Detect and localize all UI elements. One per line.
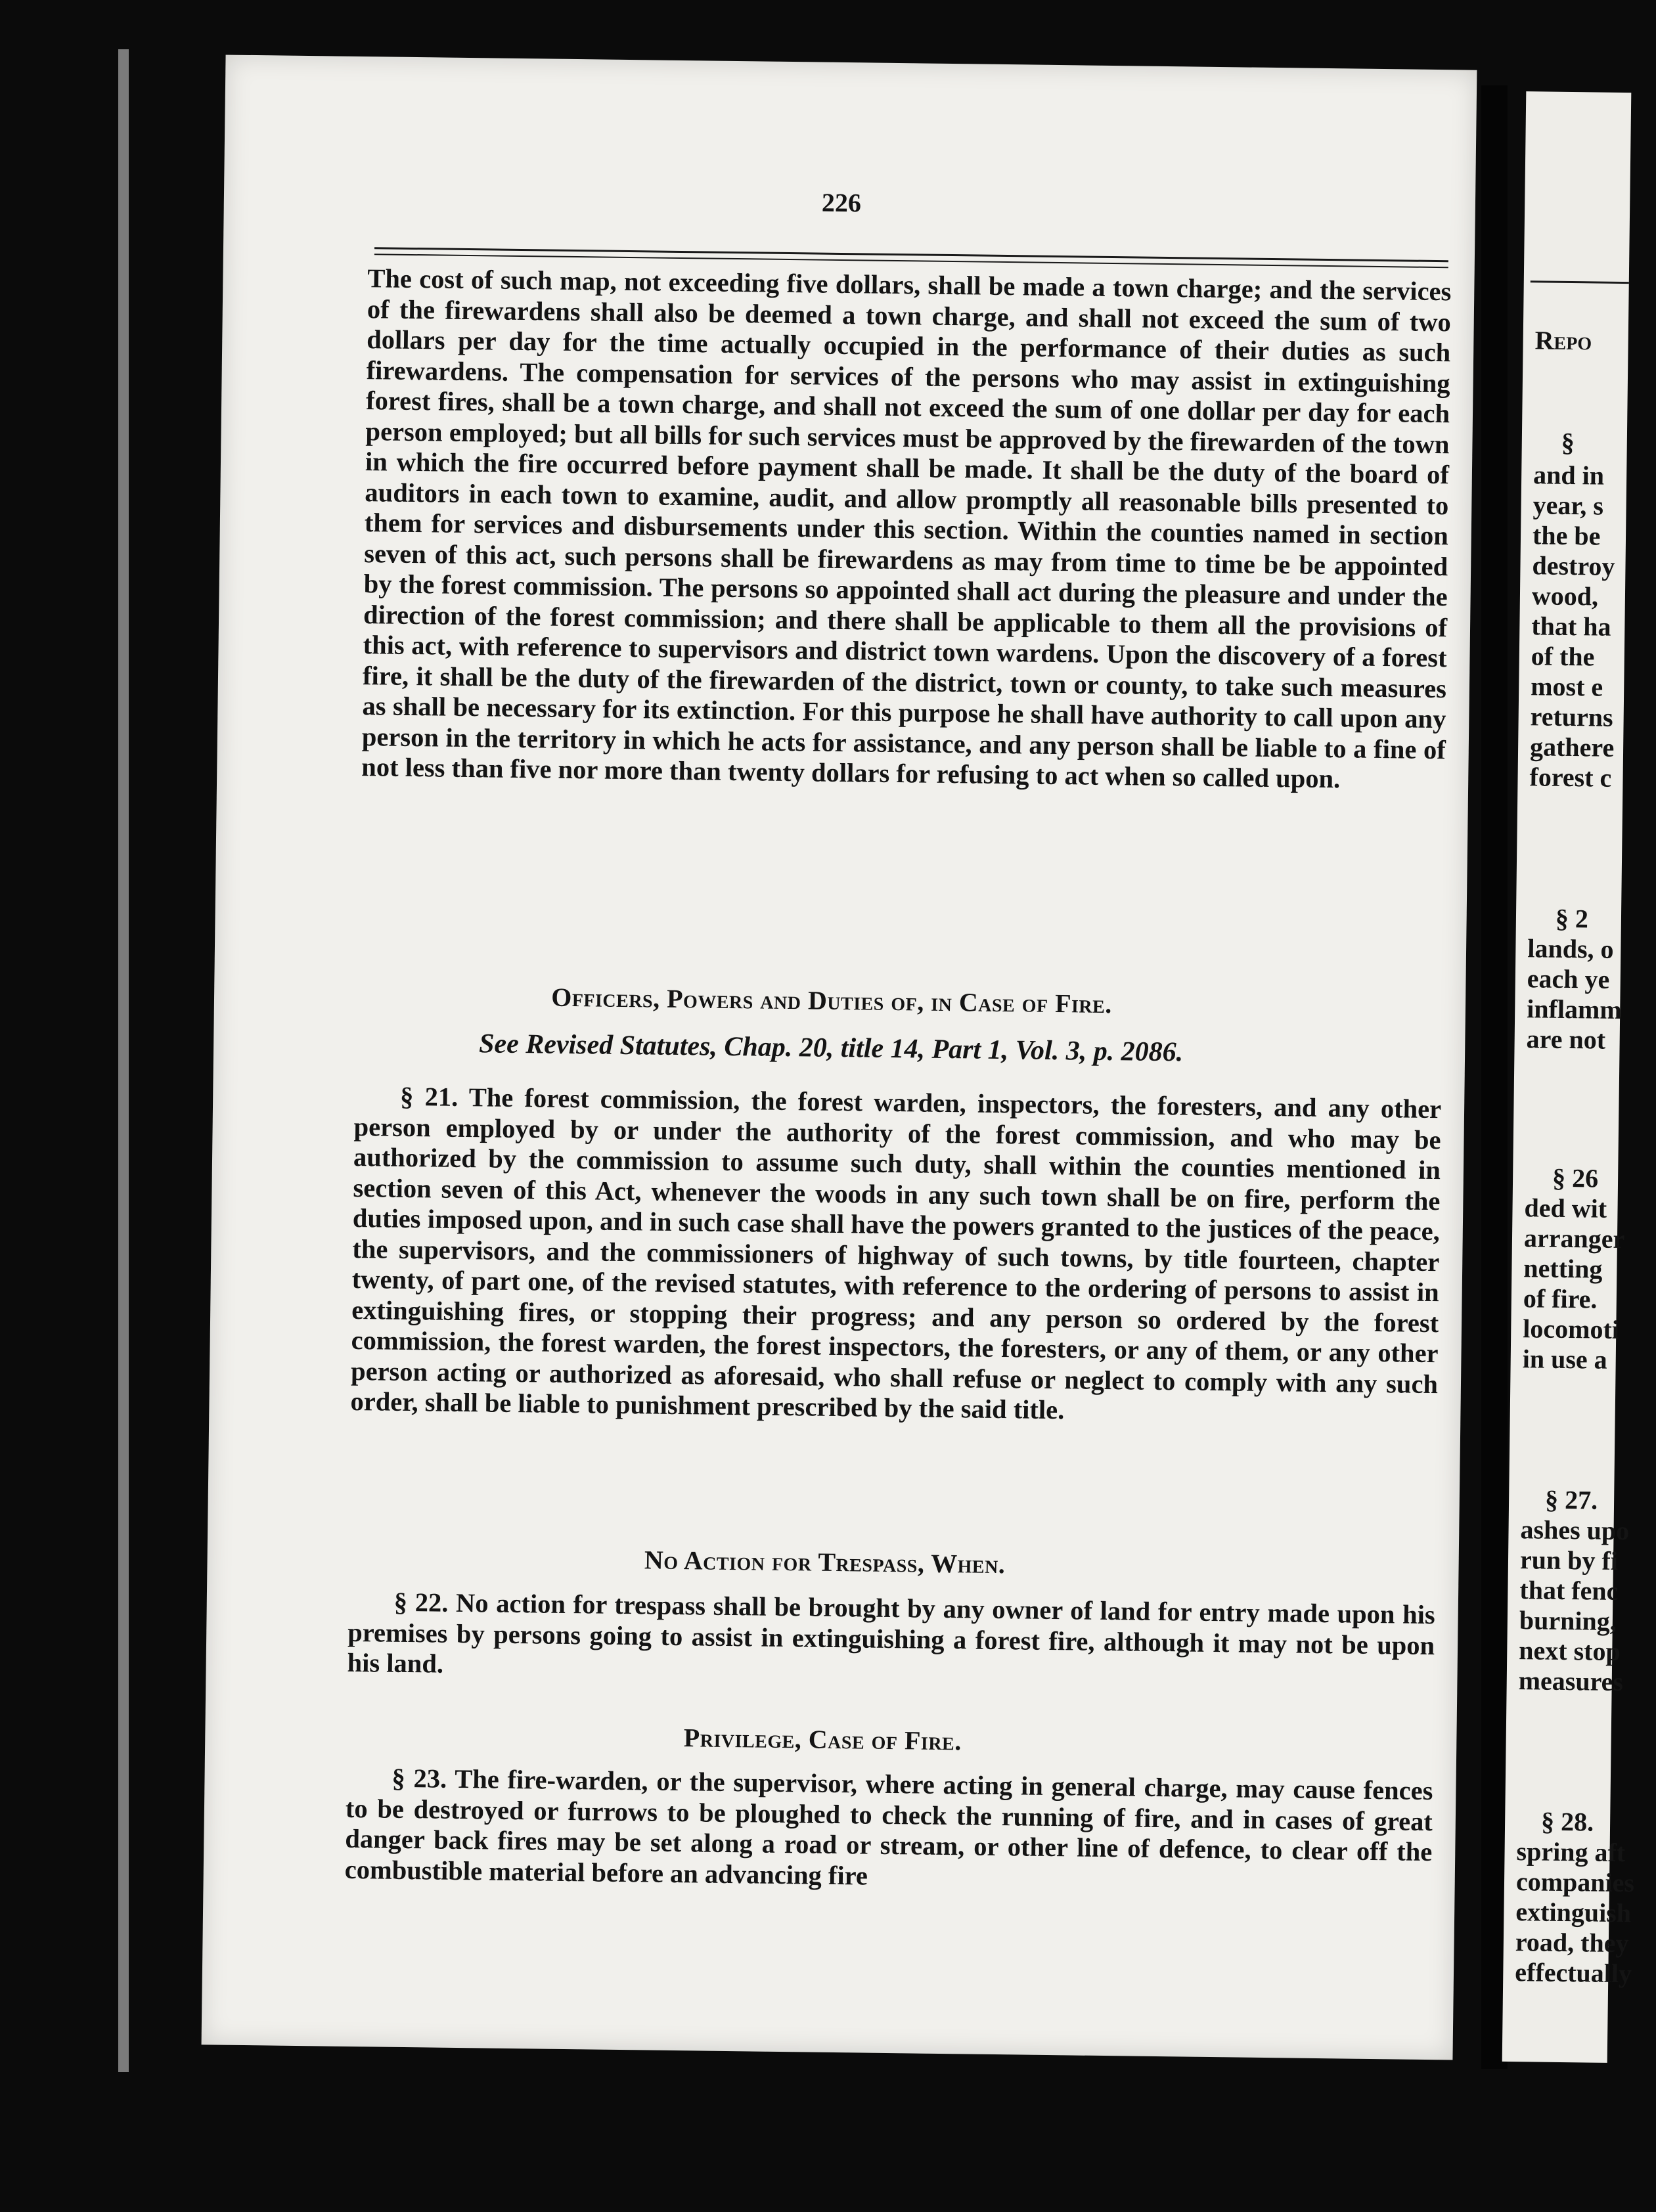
- facing-line: most e: [1530, 671, 1603, 702]
- facing-page-fragment: [1502, 91, 1635, 2063]
- facing-line: inflamm: [1526, 994, 1622, 1025]
- facing-line: arranger: [1523, 1223, 1625, 1254]
- facing-line: burning,: [1519, 1605, 1617, 1636]
- facing-line: extinguish: [1515, 1897, 1632, 1928]
- facing-line: Repo: [1534, 325, 1592, 356]
- facing-line: returns: [1530, 701, 1613, 732]
- facing-line: and in: [1533, 460, 1605, 491]
- facing-line: gathere: [1529, 732, 1615, 763]
- scan-left-edge: [118, 49, 129, 2072]
- facing-line: lands, o: [1527, 933, 1614, 964]
- facing-line: each ye: [1527, 963, 1610, 994]
- facing-line: locomoti: [1523, 1314, 1620, 1345]
- facing-line: effectually: [1515, 1957, 1632, 1989]
- facing-line: are not: [1526, 1024, 1606, 1055]
- facing-line: companies: [1515, 1867, 1635, 1898]
- facing-line: § 27.: [1544, 1484, 1598, 1515]
- facing-line: that ha: [1531, 611, 1611, 642]
- facing-line: forest c: [1529, 762, 1612, 793]
- facing-line: § 2: [1555, 903, 1589, 934]
- facing-line: the be: [1532, 520, 1601, 551]
- facing-line: § 26: [1552, 1162, 1599, 1193]
- facing-line: ded wit: [1524, 1193, 1607, 1224]
- facing-line: §: [1561, 427, 1575, 458]
- facing-line: spring aft: [1516, 1836, 1626, 1868]
- heading-officers-powers-duties: Officers, Powers and Duties of, in Case of Fire.: [550, 982, 1113, 1019]
- page-number: 226: [821, 187, 862, 218]
- facing-line: of fire.: [1523, 1283, 1598, 1314]
- facing-page-rule: [1531, 280, 1629, 284]
- facing-line: destroy: [1532, 550, 1615, 581]
- heading-privilege-case-of-fire: Privilege, Case of Fire.: [683, 1723, 962, 1756]
- facing-line: road, they: [1515, 1927, 1629, 1958]
- heading-no-action-trespass: No Action for Trespass, When.: [644, 1545, 1006, 1580]
- facing-line: year, s: [1533, 490, 1604, 521]
- book-page: [202, 55, 1477, 2060]
- facing-line: next stop: [1519, 1635, 1621, 1667]
- facing-line: § 28.: [1540, 1806, 1594, 1837]
- facing-line: netting: [1523, 1253, 1603, 1284]
- facing-line: run by fi: [1519, 1545, 1619, 1576]
- facing-line: that fenc: [1519, 1575, 1619, 1606]
- facing-line: ashes upo: [1520, 1515, 1630, 1546]
- facing-line: of the: [1531, 641, 1595, 672]
- section-23: § 23. The fire-warden, or the supervisor, where acting in general charge, may cause fences to be destroyed or furrows to be ploughed to check the running of fire, and in cases of great danger back fires may be set along a road or stream, or other line of defence, to clear off the combustible material before an advancing fire: [344, 1763, 1433, 1891]
- facing-line: measures: [1518, 1666, 1624, 1697]
- section-21: § 21. The forest commission, the forest warden, inspectors, the foresters, and any other person employed by or under the authority of the forest commission, and who may be authorized by the commission to assume such duty, shall within the counties mentioned in section seven of this Act, whenever the woods in any such town shall be on fire, perform the duties imposed upon, and in such case shall have the powers granted to the justices of the peace, the supervisors, and the commissioners of highway of such towns, by title fourteen, chapter twenty, of part one, of the revised statutes, with reference to the ordering of persons to assist in extinguishing fires, or stopping their progress; and any person so ordered by the forest commission, the forest warden, the forest inspectors, the foresters, or any of them, or any other person acting or authorized as aforesaid, who shall refuse or neglect to comply with any such order, shall be liable to punishment prescribed by the said title.: [350, 1081, 1442, 1425]
- facing-line: wood,: [1531, 581, 1599, 611]
- facing-line: in use a: [1522, 1344, 1607, 1375]
- opening-paragraph: The cost of such map, not exceeding five dollars, shall be made a town charge; and the services of the firewardens shall also be deemed a town charge, and shall not exceed the sum of two dollars per day for the time actually occupied in the performance of their duties as such firewardens. The compensation for services of the persons who may assist in extinguishing forest fires, shall be a town charge, and shall not exceed the sum of one dollar per day for each person employed; but all bills for such services must be approved by the firewarden of the town in which the fire occurred before payment shall be made. It shall be the duty of the board of auditors in each town to examine, audit, and allow promptly all reasonable bills presented to them for services and disbursements under this section. Within the counties named in section seven of this act, such persons shall be firewardens as may from time to time be be appointed by the forest commission. The persons so appointed shall act during the pleasure and under the direction of the forest commission; and there shall be applicable to them all the provisions of this act, with reference to supervisors and district town wardens. Upon the discovery of a forest fire, it shall be the duty of the firewarden of the district, town or county, to take such measures as shall be necessary for its extinction. For this purpose he shall have authority to call upon any person in the territory in which he acts for assistance, and any person shall be liable to a fine of not less than five nor more than twenty dollars for refusing to act when so called upon.: [361, 263, 1452, 794]
- page-gutter: [1481, 85, 1508, 2069]
- section-22: § 22. No action for trespass shall be brought by any owner of land for entry made upon his premises by persons going to assist in extinguishing a forest fire, although it may not be upon his land.: [347, 1587, 1435, 1679]
- citation-revised-statutes: See Revised Statutes, Chap. 20, title 14, Part 1, Vol. 3, p. 2086.: [478, 1029, 1184, 1068]
